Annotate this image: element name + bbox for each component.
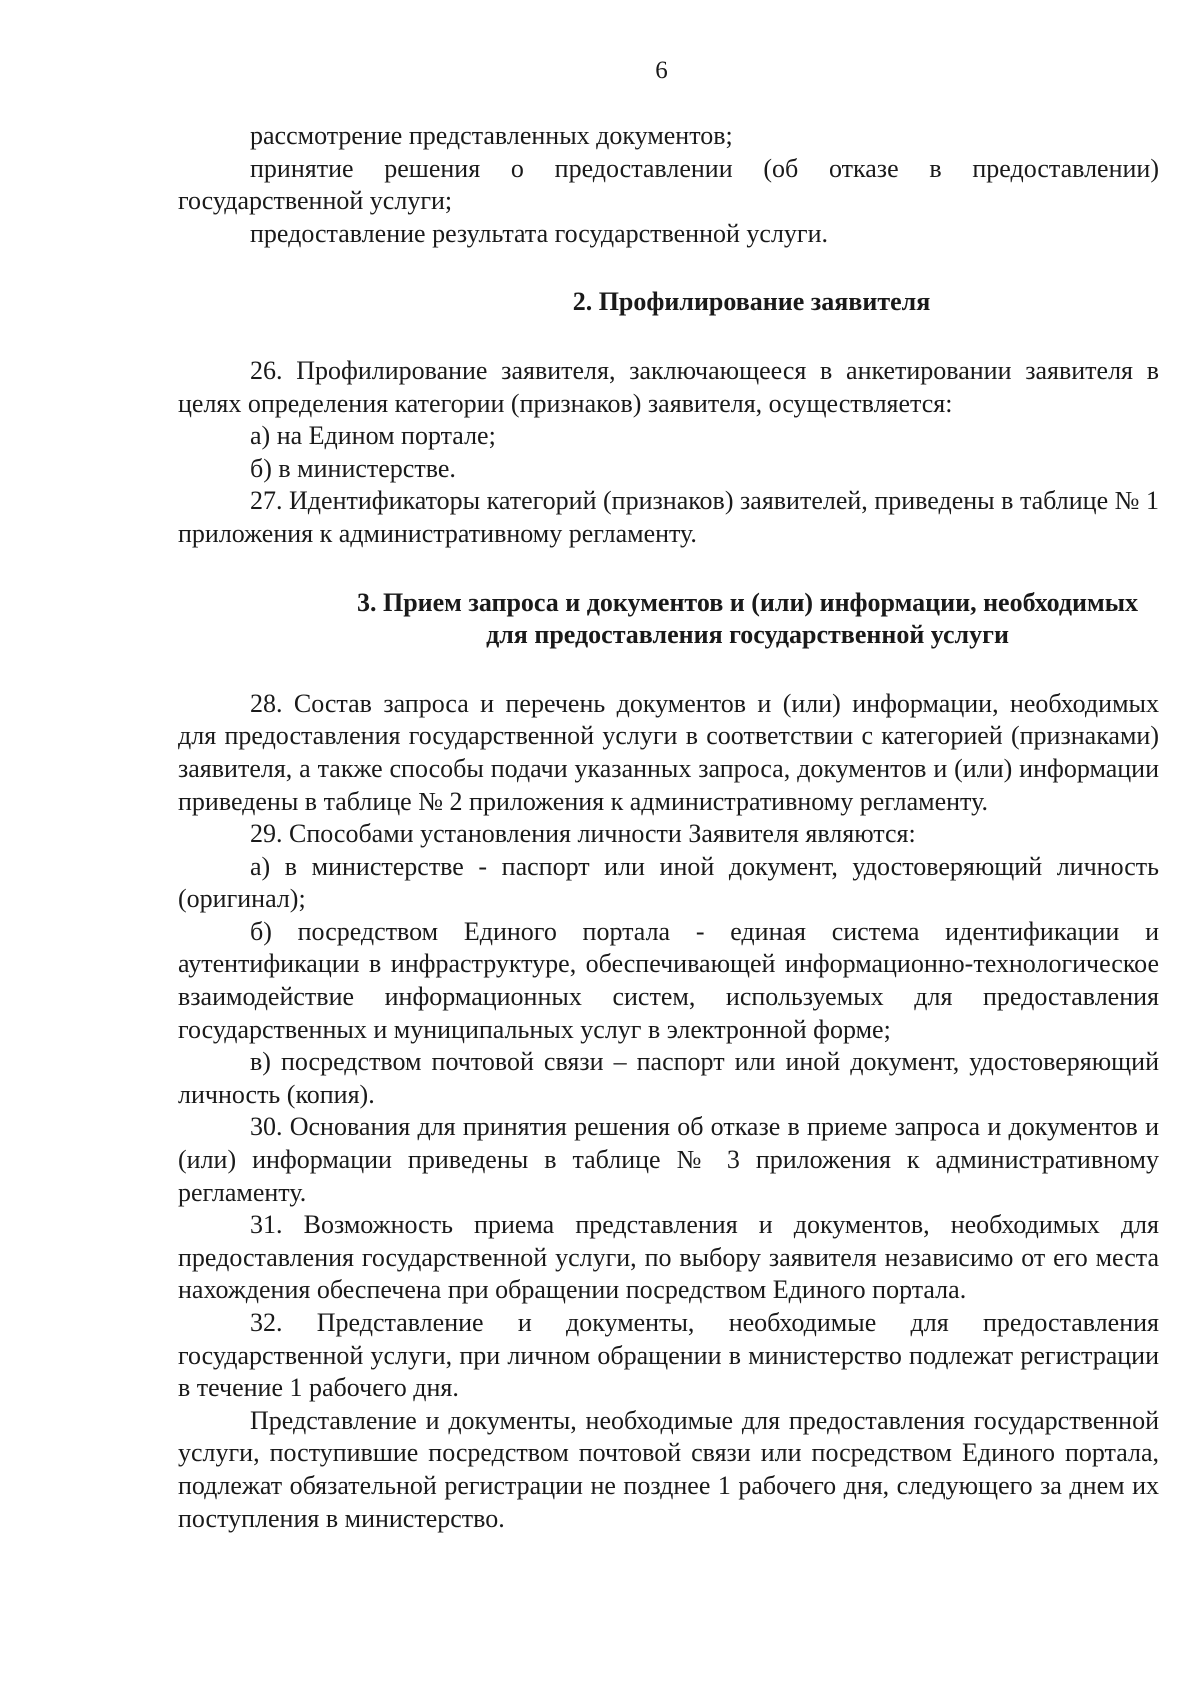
spacer: [178, 319, 1159, 355]
paragraph-26-a: а) на Едином портале;: [250, 421, 496, 451]
spacer: [178, 652, 1159, 688]
paragraph-27: 27. Идентификаторы категорий (признаков) заявителей, приведены в таблице № 1 приложения к административному регламенту.: [178, 486, 1159, 548]
paragraph-32-continued: Представление и документы, необходимые для предоставления государственной услуги, поступившие посредством почтовой связи или посредством Единого портала, подлежат обязательной регистрации не позднее 1 рабочего дня, следующего за днем их поступления в министерство.: [178, 1405, 1159, 1533]
spacer: [178, 250, 1159, 286]
page-number: 6: [655, 57, 668, 84]
section-3-heading-line-2: для предоставления государственной услуги: [486, 620, 1009, 650]
paragraph-26: 26. Профилирование заявителя, заключающееся в анкетировании заявителя в целях определения категории (признаков) заявителя, осуществляется:: [178, 355, 1159, 418]
paragraph-31: 31. Возможность приема представления и документов, необходимых для предоставления государственной услуги, по выбору заявителя независимо от его места нахождения обеспечена при обращении посредством Единого портала.: [178, 1210, 1159, 1305]
paragraph-result: предоставление результата государственной услуги.: [250, 218, 829, 248]
paragraph-29-a: а) в министерстве - паспорт или иной документ, удостоверяющий личность (оригинал);: [178, 851, 1159, 914]
paragraph-26-b: б) в министерстве.: [250, 453, 456, 483]
spacer: [178, 551, 1159, 587]
paragraph-32: 32. Представление и документы, необходимые для предоставления государственной услуги, при личном обращении в министерство подлежат регистрации в течение 1 рабочего дня.: [178, 1308, 1159, 1403]
paragraph-29: 29. Способами установления личности Заявителя являются:: [250, 819, 916, 849]
paragraph-review: рассмотрение представленных документов;: [250, 121, 733, 150]
paragraph-29-c: в) посредством почтовой связи – паспорт или иной документ, удостоверяющий личность (копия).: [178, 1047, 1159, 1109]
paragraph-decision: принятие решения о предоставлении (об отказе в предоставлении) государственной услуги;: [178, 153, 1159, 216]
paragraph-30: 30. Основания для принятия решения об отказе в приеме запроса и документов и (или) информации приведены в таблице № 3 приложения к административному регламенту.: [178, 1112, 1159, 1207]
paragraph-29-b: б) посредством Единого портала - единая система идентификации и аутентификации в инфраструктуре, обеспечивающей информационно-технологическое взаимодействие информационных систем, используемых для предоставления государственных и муниципальных услуг в электронной форме;: [178, 916, 1159, 1044]
section-2-heading: 2. Профилирование заявителя: [572, 287, 931, 317]
document-body: [178, 120, 1159, 1535]
paragraph-28: 28. Состав запроса и перечень документов и (или) информации, необходимых для предоставления государственной услуги в соответствии с категорией (признаками) заявителя, а также способы подачи указанных запроса, документов и (или) информации приведены в таблице № 2 приложения к административному регламенту.: [178, 688, 1159, 816]
section-3-heading-line-1: 3. Прием запроса и документов и (или) информации, необходимых: [356, 587, 1139, 617]
